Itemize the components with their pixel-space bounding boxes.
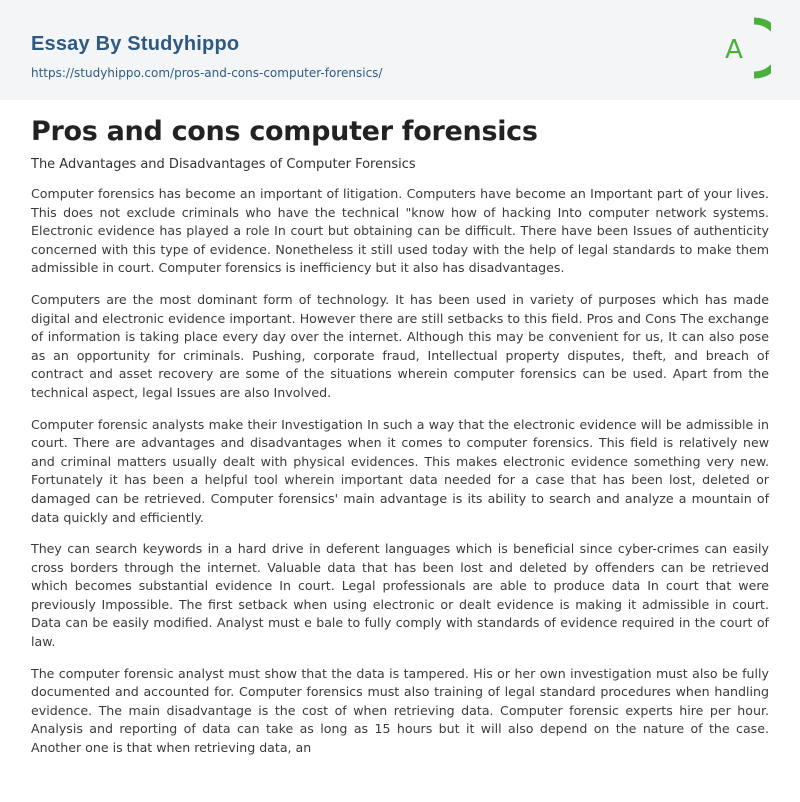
article-paragraph: The computer forensic analyst must show that the data is tampered. His or her own investigation must also be fully documented and accounted for. Computer forensics must also training of legal standard procedures when handling evidence. The main disadvantage is the cost of when retrieving data. Computer forensic experts hire per hour. Analysis and reporting of data can take as long as 15 hours but it will also depend on the nature of the case. Another one is that when retrieving data, an <box>31 665 769 756</box>
article-paragraph: They can search keywords in a hard drive in deferent languages which is beneficial since cyber-crimes can easily cross borders through the internet. Valuable data that has been lost and deleted by offenders can be retrieved which becomes substantial evidence In court. Legal professionals are able to produce data In court that were previously Impossible. The first setback when using electronic or dealt evidence is making it admissible in court. Data can be easily modified. Analyst must e bale to fully comply with standards of evidence required in the court of law. <box>31 541 769 650</box>
logo-letter: A <box>725 35 743 65</box>
page-header <box>0 0 800 100</box>
article-subtitle: The Advantages and Disadvantages of Computer Forensics <box>31 157 416 172</box>
page-title: Pros and cons computer forensics <box>31 116 538 147</box>
studyhippo-logo-icon[interactable] <box>713 14 771 82</box>
article-paragraph: Computer forensic analysts make their Investigation In such a way that the electronic evidence will be admissible in court. There are advantages and disadvantages when it comes to computer forensics. This field is relatively new and criminal matters usually dealt with physical evidences. This makes electronic evidence something very new. Fortunately it has been a helpful tool wherein important data needed for a case that has been lost, deleted or damaged can be retrieved. Computer forensics' main advantage is its ability to search and analyze a mountain of data quickly and efficiently. <box>31 416 769 525</box>
article-paragraph: Computers are the most dominant form of technology. It has been used in variety of purposes which has made digital and electronic evidence important. However there are still setbacks to this field. Pros and Cons The exchange of information is taking place every day over the internet. Although this may be convenient for us, It can also pose as an opportunity for criminals. Pushing, corporate fraud, Intellectual property disputes, theft, and breach of contract and asset recovery are some of the situations wherein computer forensics can be used. Apart from the technical aspect, legal Issues are also Involved. <box>31 291 769 400</box>
brand-title[interactable]: Essay By Studyhippo <box>31 33 240 55</box>
source-url-link[interactable]: https://studyhippo.com/pros-and-cons-computer-forensics/ <box>31 66 383 80</box>
article-paragraph: Computer forensics has become an important of litigation. Computers have become an Important part of your lives. This does not exclude criminals who have the technical "know how of hacking Into computer network systems. Electronic evidence has played a role In court but obtaining can be difficult. There have been Issues of authenticity concerned with this type of evidence. Nonetheless it still used today with the help of legal standards to make them admissible in court. Computer forensics is inefficiency but it also has disadvantages. <box>31 186 769 276</box>
article <box>0 116 800 758</box>
